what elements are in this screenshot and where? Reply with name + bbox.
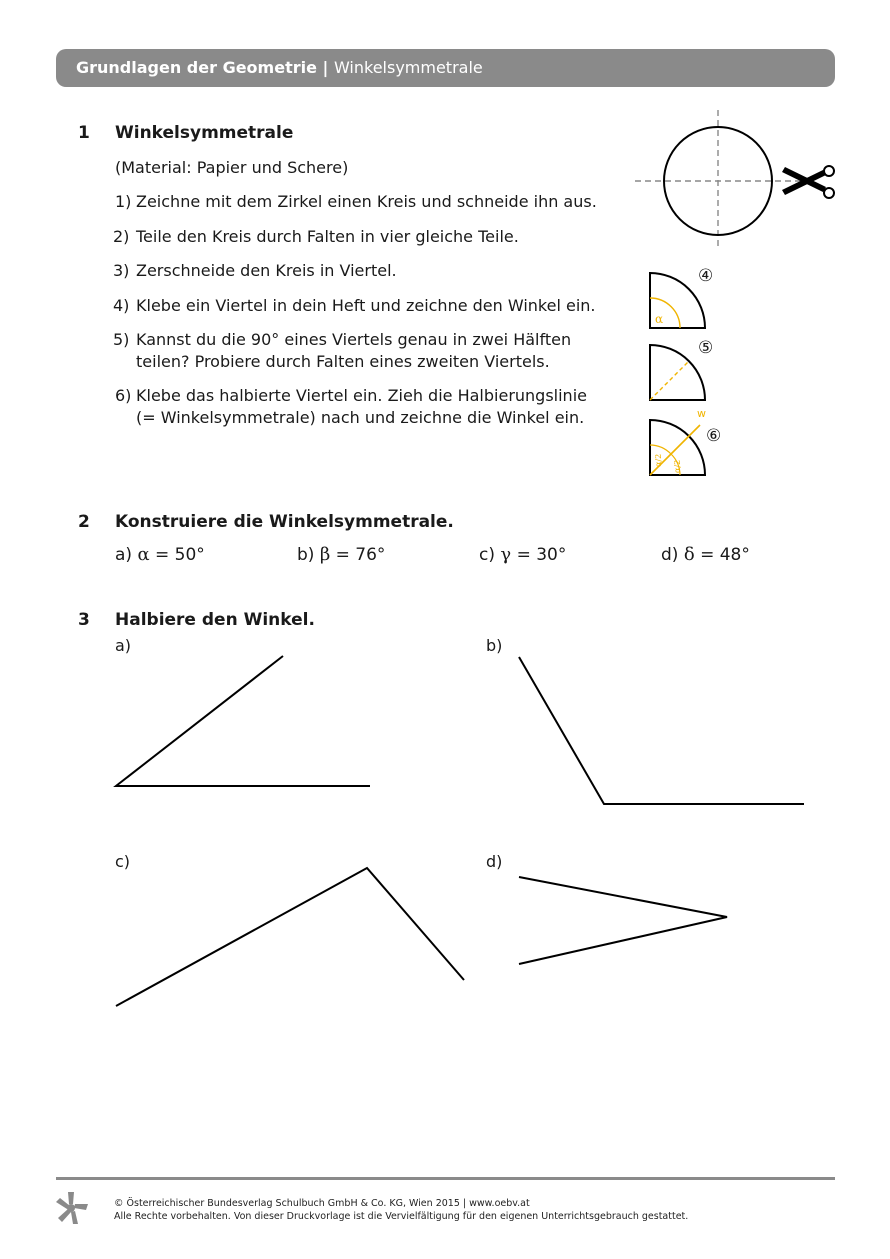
angle-c	[116, 868, 464, 1006]
task1-step-1-text: Zeichne mit dem Zirkel einen Kreis und schneide ihn aus.	[136, 192, 597, 211]
task2-item-d-label: d)	[661, 545, 679, 565]
angle-b	[519, 657, 804, 804]
task2-item-a-label: a)	[115, 545, 133, 565]
task1-step-2-text: Teile den Kreis durch Falten in vier gleiche Teile.	[136, 227, 519, 246]
task1-step-5-line1: Kannst du die 90° eines Viertels genau in zwei Hälften	[136, 330, 572, 349]
task3-label-b: b)	[486, 636, 503, 655]
w-label: w	[697, 407, 706, 420]
task2-item-a-value: = 50°	[155, 545, 205, 565]
task2-item-d-symbol: δ	[683, 544, 695, 565]
task1-step-4-no: 4)	[113, 296, 130, 315]
angle-a	[116, 656, 370, 786]
task1-step-5-line2: teilen? Probiere durch Falten eines zweiten Viertels.	[136, 352, 550, 371]
task1-step-4-text: Klebe ein Viertel in dein Heft und zeichne den Winkel ein.	[136, 296, 596, 315]
task2-item-b-value: = 76°	[335, 545, 386, 565]
header-topic: Grundlagen der Geometrie	[76, 58, 317, 77]
task2-item-c-value: = 30°	[516, 545, 567, 565]
task2-item-a-symbol: α	[137, 544, 150, 565]
angle-d	[519, 877, 727, 964]
publisher-logo-icon	[54, 1190, 90, 1226]
task3-label-d: d)	[486, 852, 503, 871]
marker-6: ⑥	[706, 426, 722, 446]
task2-item-c-symbol: γ	[500, 544, 512, 565]
task3-title: Halbiere den Winkel.	[115, 610, 315, 630]
task2-number: 2	[78, 512, 90, 532]
task1-step-3-text: Zerschneide den Kreis in Viertel.	[136, 261, 397, 280]
task1-step-6-line1: Klebe das halbierte Viertel ein. Zieh die Halbierungslinie	[136, 386, 587, 405]
half-alpha-label-1: α/2	[654, 453, 663, 467]
footer-rights: Alle Rechte vorbehalten. Von dieser Druckvorlage ist die Vervielfältigung für den eigenen Unterrichtsgebrauch gestattet.	[114, 1211, 689, 1222]
footer-divider	[56, 1177, 835, 1180]
task1-number: 1	[78, 123, 90, 143]
task2-item-b-label: b)	[297, 545, 315, 565]
marker-5: ⑤	[698, 338, 714, 358]
header-separator: |	[316, 58, 334, 77]
header-subtopic: Winkelsymmetrale	[333, 58, 483, 77]
half-alpha-label-2: α/2	[673, 459, 682, 473]
task2-title: Konstruiere die Winkelsymmetrale.	[115, 512, 454, 532]
task2-item-d-value: = 48°	[700, 545, 750, 565]
task1-material: (Material: Papier und Schere)	[115, 158, 349, 177]
task3-label-a: a)	[115, 636, 132, 655]
task1-step-6-no: 6)	[115, 386, 132, 405]
task1-step-1-no: 1)	[115, 192, 132, 211]
task1-title: Winkelsymmetrale	[115, 123, 294, 143]
task1-step-3-no: 3)	[113, 261, 130, 280]
task1-step-2-no: 2)	[113, 227, 130, 246]
task1-step-5-no: 5)	[113, 330, 130, 349]
footer-copyright: © Österreichischer Bundesverlag Schulbuch GmbH & Co. KG, Wien 2015 | www.oebv.at	[114, 1198, 530, 1209]
task2-item-c-label: c)	[479, 545, 495, 565]
marker-4: ④	[698, 266, 714, 286]
task3-label-c: c)	[115, 852, 131, 871]
task3-number: 3	[78, 610, 90, 630]
task1-step-6-line2: (= Winkelsymmetrale) nach und zeichne die Winkel ein.	[136, 408, 585, 427]
task2-item-b-symbol: β	[319, 544, 331, 565]
alpha-label: α	[655, 312, 664, 326]
